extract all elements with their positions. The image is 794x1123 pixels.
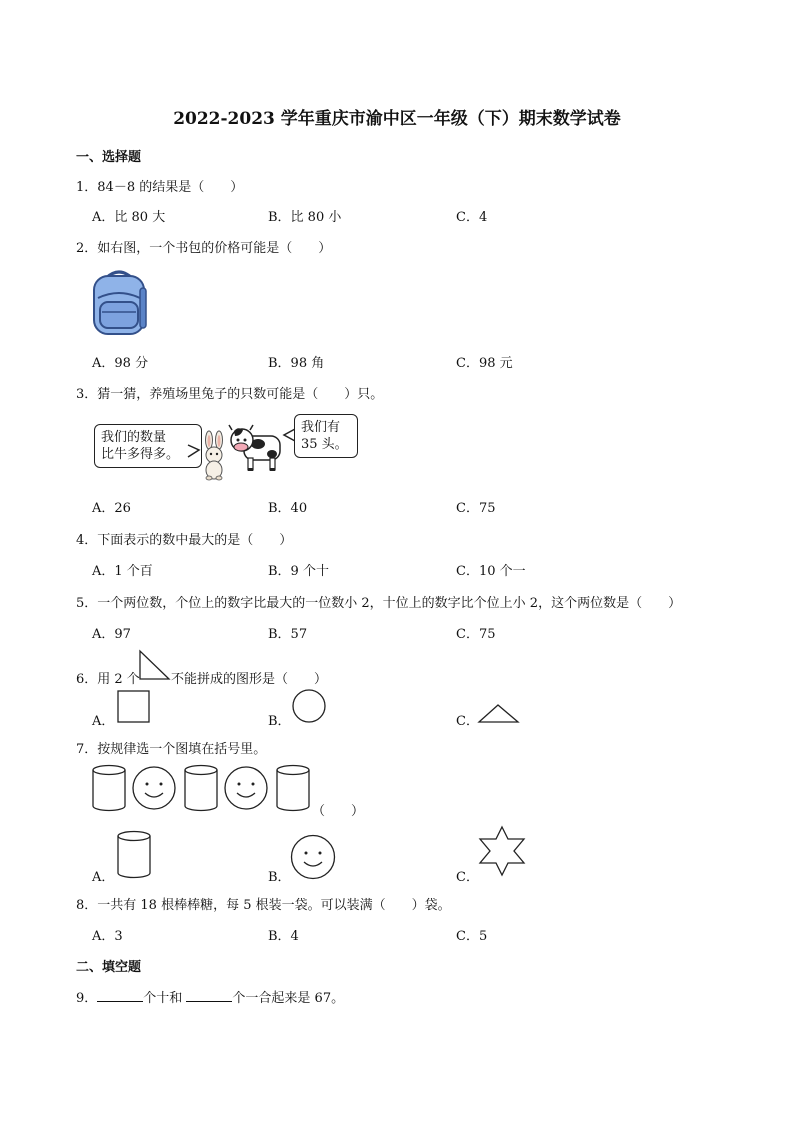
rabbit-bubble-tail bbox=[188, 444, 200, 458]
question-1-option-b[interactable]: B．比 80 小 bbox=[268, 210, 342, 225]
triangle-icon[interactable] bbox=[478, 703, 520, 723]
question-8-option-b[interactable]: B．4 bbox=[268, 929, 299, 944]
question-8-stem: 8．一共有 18 根棒棒糖，每 5 根装一袋。可以装满（ ）袋。 bbox=[76, 898, 451, 913]
question-4-option-c[interactable]: C．10 个一 bbox=[456, 564, 526, 579]
cylinder-icon bbox=[277, 766, 309, 811]
question-7-stem: 7．按规律选一个图填在括号里。 bbox=[76, 742, 267, 757]
section-heading-choice: 一、选择题 bbox=[76, 150, 142, 165]
question-2-option-a[interactable]: A．98 分 bbox=[92, 356, 149, 371]
question-6-stem-pre: 6．用 2 个 bbox=[76, 672, 140, 687]
question-5-option-c[interactable]: C．75 bbox=[456, 627, 496, 642]
question-5-option-a[interactable]: A．97 bbox=[92, 627, 131, 642]
cow-icon bbox=[228, 422, 284, 474]
question-3-option-a[interactable]: A．26 bbox=[92, 501, 131, 516]
answer-blank-ones[interactable] bbox=[186, 989, 232, 1002]
question-4-option-b[interactable]: B．9 个十 bbox=[268, 564, 329, 579]
question-3-stem: 3．猜一猜，养殖场里兔子的只数可能是（ ）只。 bbox=[76, 387, 384, 402]
question-2-option-c[interactable]: C．98 元 bbox=[456, 356, 513, 371]
cow-bubble-line-1: 我们有 bbox=[301, 420, 341, 435]
question-9-number: 9． bbox=[76, 991, 98, 1006]
smiley-icon bbox=[225, 767, 267, 809]
question-4-option-a[interactable]: A．1 个百 bbox=[92, 564, 153, 579]
question-6-stem-post: 不能拼成的图形是（ ） bbox=[171, 672, 328, 687]
page-title: 2022-2023 学年重庆市渝中区一年级（下）期末数学试卷 bbox=[173, 109, 621, 129]
question-9-end: 个一合起来是 67。 bbox=[232, 991, 345, 1006]
question-1-option-c[interactable]: C．4 bbox=[456, 210, 488, 225]
question-6-option-b[interactable]: B． bbox=[268, 714, 291, 729]
backpack-icon bbox=[88, 268, 150, 338]
question-7-option-a[interactable]: A． bbox=[92, 870, 115, 885]
rabbit-bubble-line-1: 我们的数量 bbox=[101, 430, 167, 445]
question-6-option-c[interactable]: C． bbox=[456, 714, 479, 729]
smiley-icon[interactable] bbox=[290, 834, 336, 880]
rabbit-bubble-line-2: 比牛多得多。 bbox=[101, 447, 180, 462]
question-6-option-a[interactable]: A． bbox=[92, 714, 115, 729]
triangle-icon bbox=[138, 650, 170, 680]
question-2-option-b[interactable]: B．98 角 bbox=[268, 356, 325, 371]
square-icon[interactable] bbox=[117, 690, 151, 724]
question-3-option-b[interactable]: B．40 bbox=[268, 501, 308, 516]
question-3-option-c[interactable]: C．75 bbox=[456, 501, 496, 516]
question-7-option-c[interactable]: C． bbox=[456, 870, 479, 885]
question-4-stem: 4．下面表示的数中最大的是（ ） bbox=[76, 533, 293, 548]
section-heading-fill: 二、填空题 bbox=[76, 960, 142, 975]
rabbit-speech-bubble bbox=[94, 424, 202, 468]
smiley-icon bbox=[133, 767, 175, 809]
circle-icon[interactable] bbox=[291, 688, 327, 724]
pattern-sequence bbox=[92, 764, 332, 812]
question-5-option-b[interactable]: B．57 bbox=[268, 627, 308, 642]
cylinder-icon[interactable] bbox=[116, 830, 152, 880]
question-9-mid: 个十和 bbox=[143, 991, 187, 1006]
cylinder-icon bbox=[185, 766, 217, 811]
cow-bubble-line-2: 35 头。 bbox=[301, 437, 348, 452]
question-2-stem: 2．如右图，一个书包的价格可能是（ ） bbox=[76, 241, 332, 256]
cow-speech-bubble bbox=[294, 414, 358, 458]
question-1-option-a[interactable]: A．比 80 大 bbox=[92, 210, 166, 225]
question-7-answer-paren[interactable]: （ ） bbox=[312, 804, 365, 819]
question-8-option-c[interactable]: C．5 bbox=[456, 929, 488, 944]
rabbit-icon bbox=[200, 432, 228, 480]
question-8-option-a[interactable]: A．3 bbox=[92, 929, 123, 944]
star-icon[interactable] bbox=[478, 826, 526, 876]
cylinder-icon bbox=[93, 766, 125, 811]
question-5-stem: 5．一个两位数，个位上的数字比最大的一位数小 2，十位上的数字比个位上小 2，这个两位数是（ ） bbox=[76, 596, 682, 611]
question-9-stem bbox=[76, 987, 344, 1006]
question-7-option-b[interactable]: B． bbox=[268, 870, 291, 885]
answer-blank-tens[interactable] bbox=[97, 989, 143, 1002]
question-1-stem: 1．84－8 的结果是（ ） bbox=[76, 180, 244, 195]
